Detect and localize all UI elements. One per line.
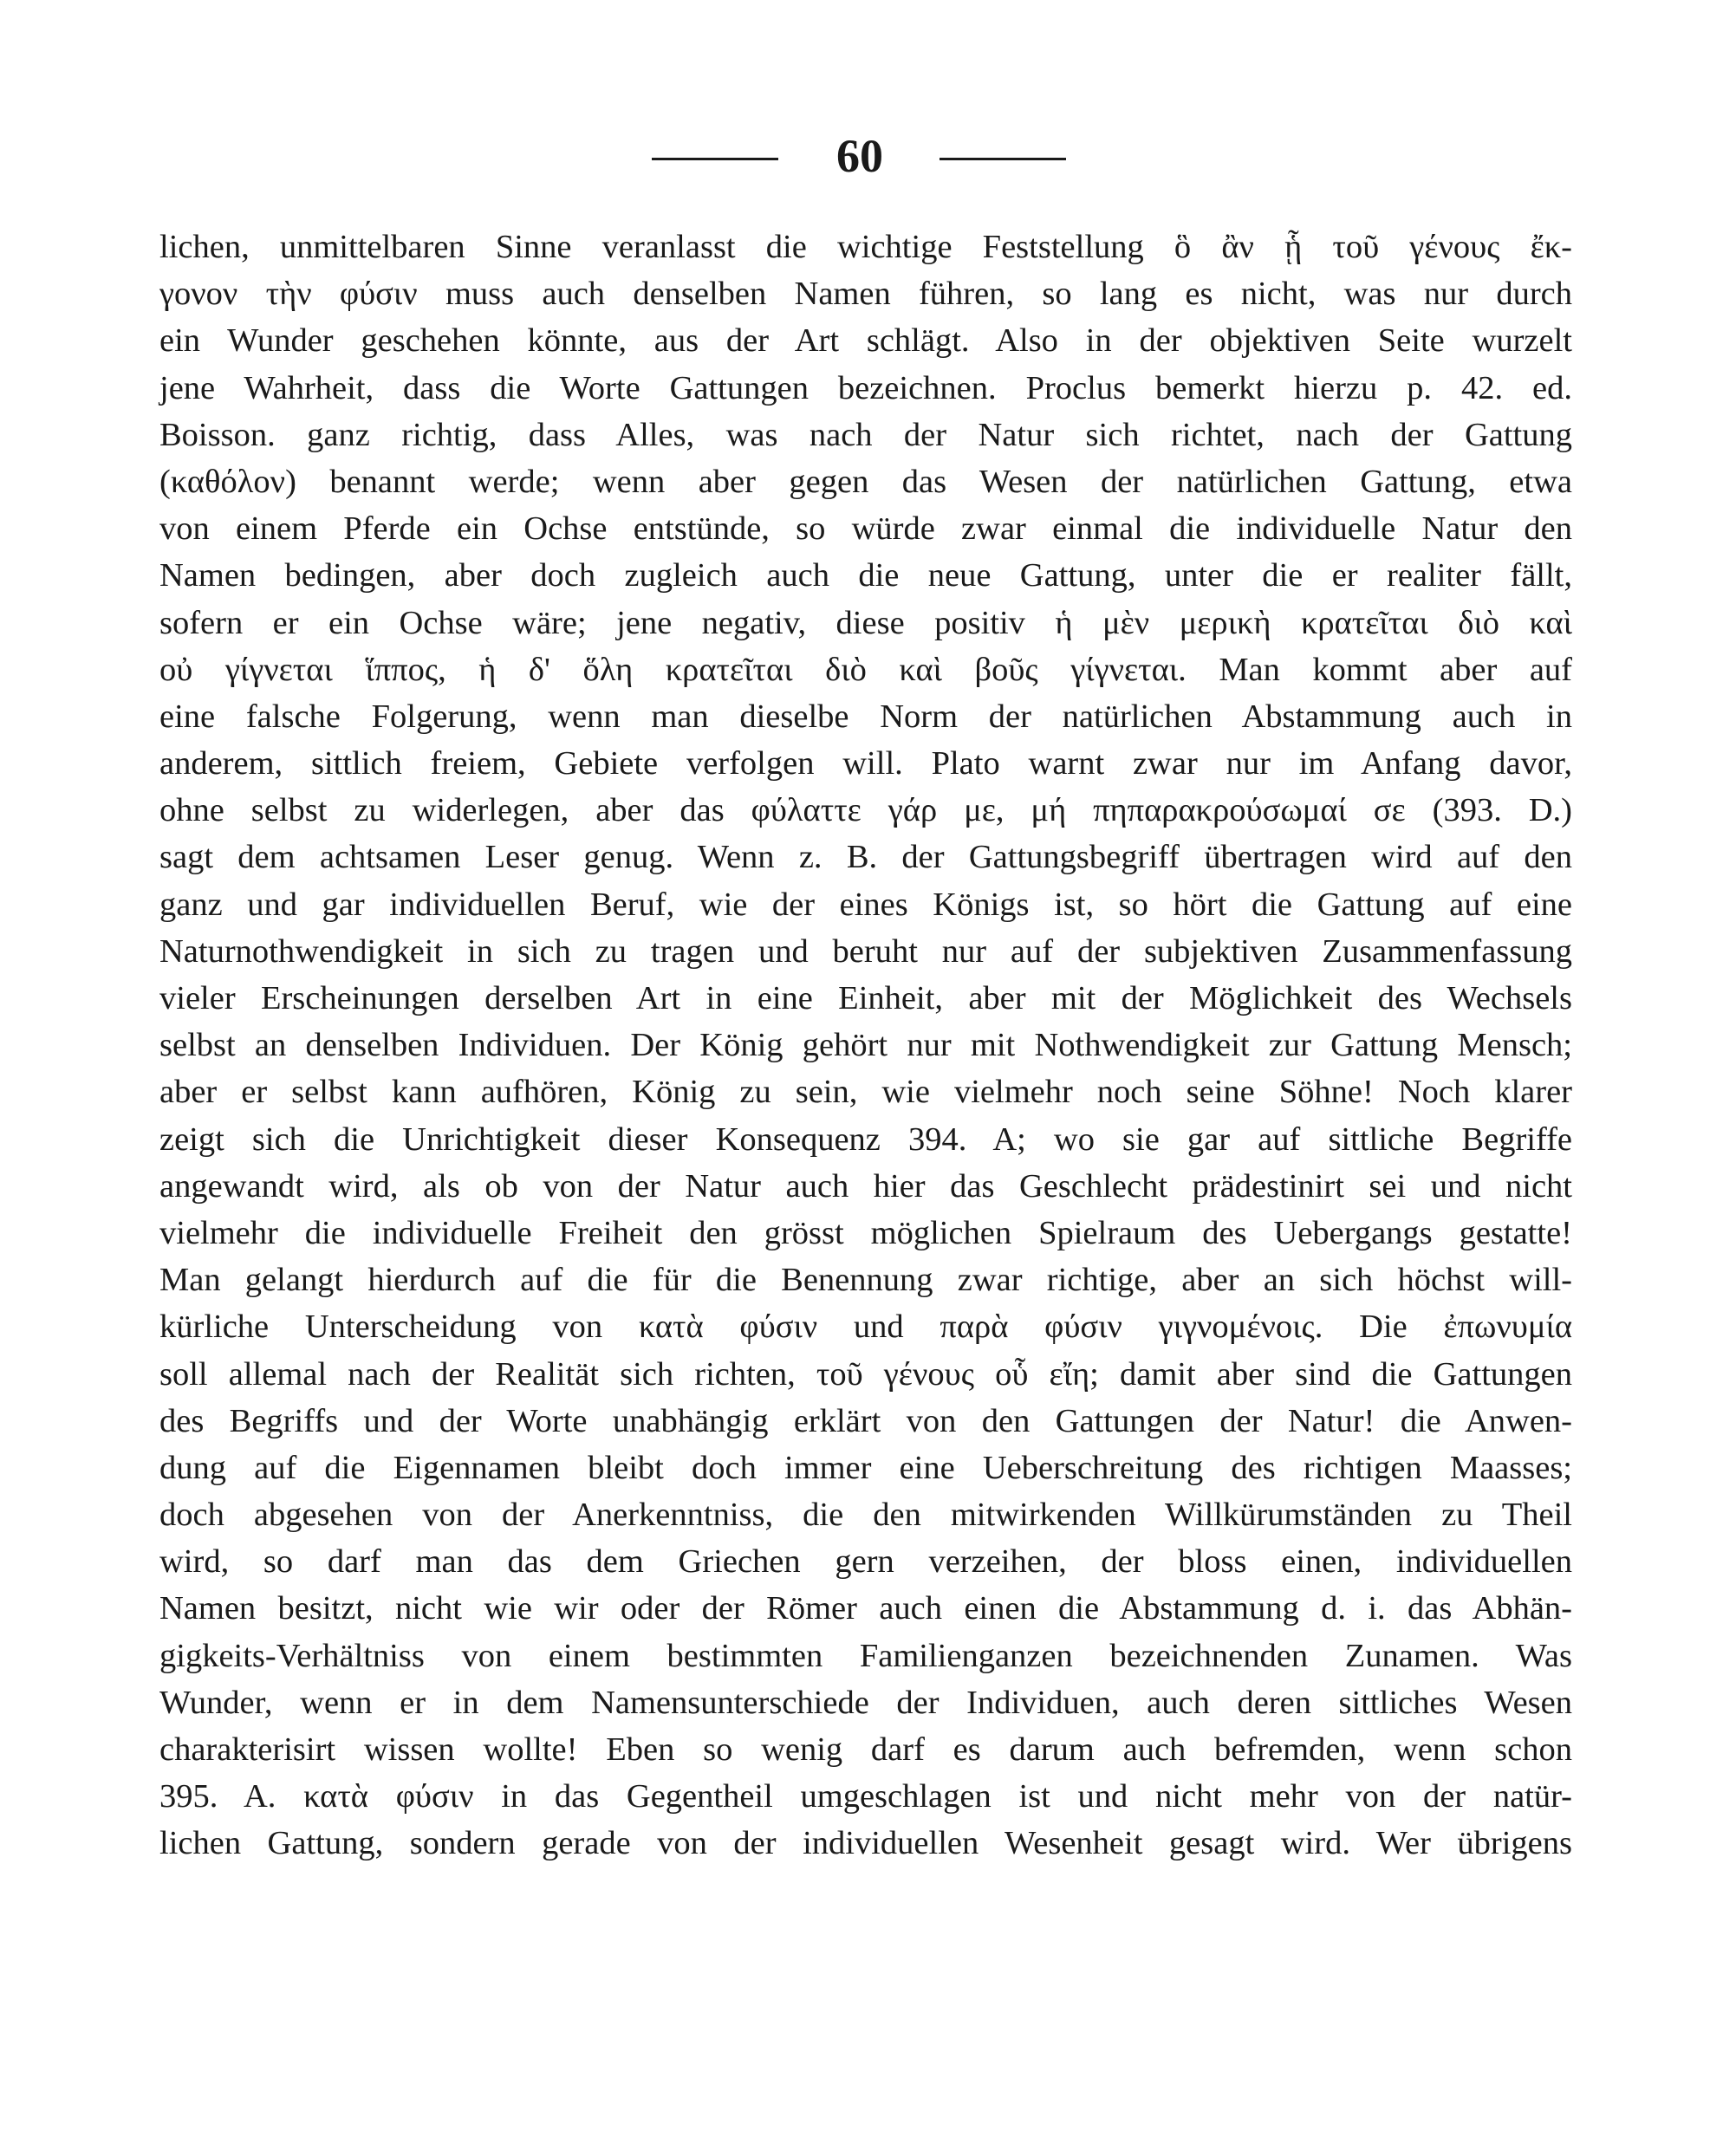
text-line: des Begriffs und der Worte unabhängig erklärt von den Gattungen der Natur! die Anwen-: [159, 1402, 1572, 1439]
text-line: von einem Pferde ein Ochse entstünde, so würde zwar einmal die individuelle Natur den: [159, 510, 1572, 548]
text-line: lichen, unmittelbaren Sinne veranlasst die wichtige Feststellung ὃ ἂν ᾗ τοῦ γένους ἔκ-: [159, 229, 1572, 265]
text-line: γονον τὴν φύσιν muss auch denselben Namen führen, so lang es nicht, was nur durch: [159, 276, 1572, 313]
text-line: οὐ γίγνεται ἵππος, ἡ δ' ὅλη κρατεῖται διὸ καὶ βοῦς γίγνεται. Man kommt aber auf: [159, 651, 1572, 688]
text-line: jene Wahrheit, dass die Worte Gattungen bezeichnen. Proclus bemerkt hierzu p. 42. ed.: [159, 369, 1572, 406]
text-line: doch abgesehen von der Anerkenntniss, die den mitwirkenden Willkürumständen zu Theil: [159, 1497, 1572, 1534]
text-line: eine falsche Folgerung, wenn man dieselbe Norm der natürlichen Abstammung auch in: [159, 698, 1572, 735]
text-line: ohne selbst zu widerlegen, aber das φύλαττε γάρ με, μή πηπαρακρούσωμαί σε (393. D.): [159, 792, 1572, 829]
text-line: selbst an denselben Individuen. Der König gehört nur mit Nothwendigkeit zur Gattung Mensch;: [159, 1027, 1572, 1064]
text-line: Naturnothwendigkeit in sich zu tragen und beruht nur auf der subjektiven Zusammenfassung: [159, 932, 1572, 970]
text-line: Wunder, wenn er in dem Namensunterschiede der Individuen, auch deren sittliches Wesen: [159, 1684, 1572, 1721]
text-line: lichen Gattung, sondern gerade von der individuellen Wesenheit gesagt wird. Wer übrigens: [159, 1825, 1572, 1862]
header-rule-right: [940, 158, 1066, 160]
text-line: sagt dem achtsamen Leser genug. Wenn z. B. der Gattungsbegriff übertragen wird auf den: [159, 839, 1572, 876]
text-line: angewandt wird, als ob von der Natur auch hier das Geschlecht prädestinirt sei und nicht: [159, 1167, 1572, 1205]
text-line: vieler Erscheinungen derselben Art in eine Einheit, aber mit der Möglichkeit des Wechsels: [159, 980, 1572, 1016]
header-rule-left: [652, 158, 778, 160]
text-line: anderem, sittlich freiem, Gebiete verfolgen will. Plato warnt zwar nur im Anfang davor,: [159, 745, 1572, 783]
text-line: charakterisirt wissen wollte! Eben so wenig darf es darum auch befremden, wenn schon: [159, 1731, 1572, 1768]
page-header: [0, 121, 1723, 191]
text-line: dung auf die Eigennamen bleibt doch immer eine Ueberschreitung des richtigen Maasses;: [159, 1449, 1572, 1486]
text-line: zeigt sich die Unrichtigkeit dieser Konsequenz 394. A; wo sie gar auf sittliche Begriffe: [159, 1120, 1572, 1158]
text-line: (καθόλον) benannt werde; wenn aber gegen das Wesen der natürlichen Gattung, etwa: [159, 463, 1572, 500]
body-text: [159, 224, 1572, 1867]
text-line: aber er selbst kann aufhören, König zu sein, wie vielmehr noch seine Söhne! Noch klarer: [159, 1074, 1572, 1111]
text-line: kürliche Unterscheidung von κατὰ φύσιν und παρὰ φύσιν γιγνομένοις. Die ἐπωνυμία: [159, 1309, 1572, 1346]
text-line: 395. A. κατὰ φύσιν in das Gegentheil umgeschlagen ist und nicht mehr von der natür-: [159, 1778, 1572, 1815]
text-line: sofern er ein Ochse wäre; jene negativ, diese positiv ἡ μὲν μερικὴ κρατεῖται διὸ καὶ: [159, 604, 1572, 641]
text-line: Namen besitzt, nicht wie wir oder der Römer auch einen die Abstammung d. i. das Abhän-: [159, 1590, 1572, 1627]
text-line: soll allemal nach der Realität sich richten, τοῦ γένους οὗ εἴη; damit aber sind die Gattungen: [159, 1355, 1572, 1393]
text-line: Boisson. ganz richtig, dass Alles, was nach der Natur sich richtet, nach der Gattung: [159, 416, 1572, 453]
page-number: 60: [836, 130, 883, 182]
text-line: Man gelangt hierdurch auf die für die Benennung zwar richtige, aber an sich höchst will-: [159, 1262, 1572, 1299]
text-line: ganz und gar individuellen Beruf, wie der eines Königs ist, so hört die Gattung auf eine: [159, 886, 1572, 923]
text-line: gigkeits-Verhältniss von einem bestimmten Familienganzen bezeichnenden Zunamen. Was: [159, 1637, 1572, 1674]
text-line: Namen bedingen, aber doch zugleich auch die neue Gattung, unter die er realiter fällt,: [159, 557, 1572, 594]
text-line: wird, so darf man das dem Griechen gern verzeihen, der bloss einen, individuellen: [159, 1543, 1572, 1581]
text-line: vielmehr die individuelle Freiheit den grösst möglichen Spielraum des Uebergangs gestatte!: [159, 1214, 1572, 1251]
text-line: ein Wunder geschehen könnte, aus der Art schlägt. Also in der objektiven Seite wurzelt: [159, 322, 1572, 360]
